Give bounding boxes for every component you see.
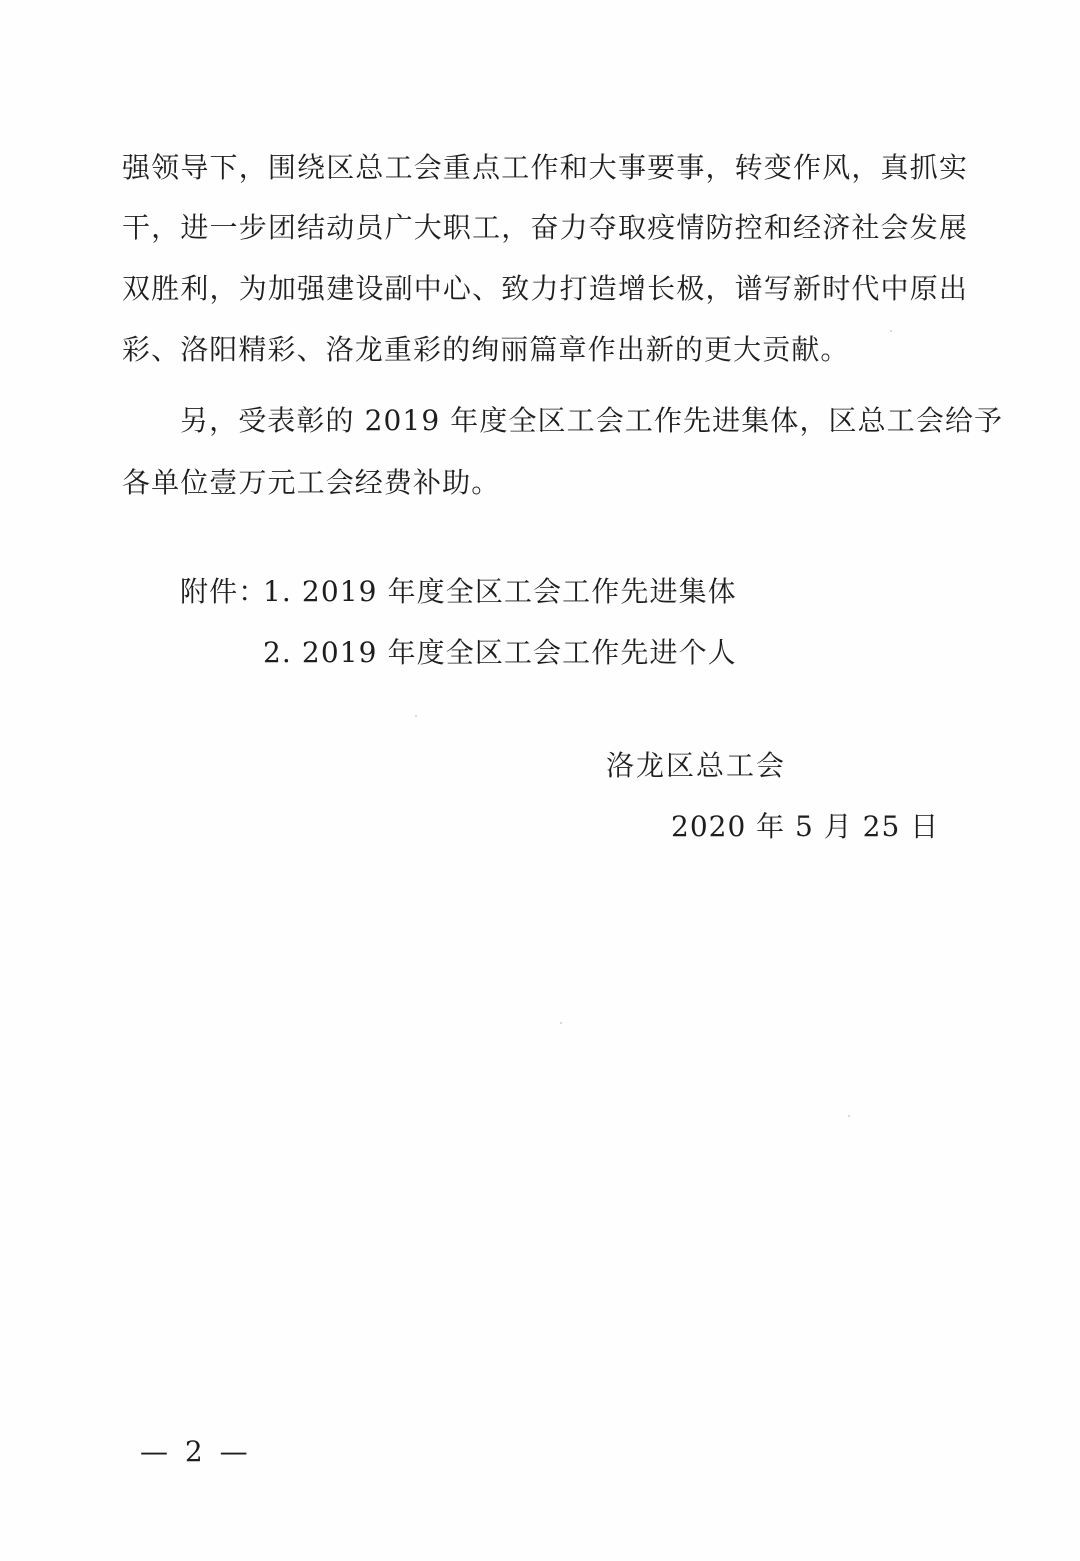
scan-speck [415, 715, 417, 717]
scan-speck [890, 330, 892, 332]
body-line-2: 干，进一步团结动员广大职工，奋力夺取疫情防控和经济社会发展 [122, 211, 968, 244]
signature-organization: 洛龙区总工会 [606, 749, 787, 782]
scan-speck [560, 1022, 562, 1024]
scan-speck [848, 1115, 850, 1117]
body-line-1: 强领导下，围绕区总工会重点工作和大事要事，转变作风，真抓实 [122, 151, 968, 184]
signature-date: 2020 年 5 月 25 日 [671, 810, 940, 843]
page-number: — 2 — [140, 1435, 252, 1468]
body-line-5: 另，受表彰的 2019 年度全区工会工作先进集体，区总工会给予 [180, 404, 1004, 437]
body-line-6: 各单位壹万元工会经费补助。 [122, 466, 501, 499]
body-line-3: 双胜利，为加强建设副中心、致力打造增长极，谱写新时代中原出 [122, 272, 968, 305]
body-line-4: 彩、洛阳精彩、洛龙重彩的绚丽篇章作出新的更大贡献。 [122, 333, 850, 366]
attachment-item-1: 1. 2019 年度全区工会工作先进集体 [263, 575, 737, 608]
attachments-label: 附件： [180, 575, 268, 608]
attachment-item-2: 2. 2019 年度全区工会工作先进个人 [263, 636, 737, 669]
